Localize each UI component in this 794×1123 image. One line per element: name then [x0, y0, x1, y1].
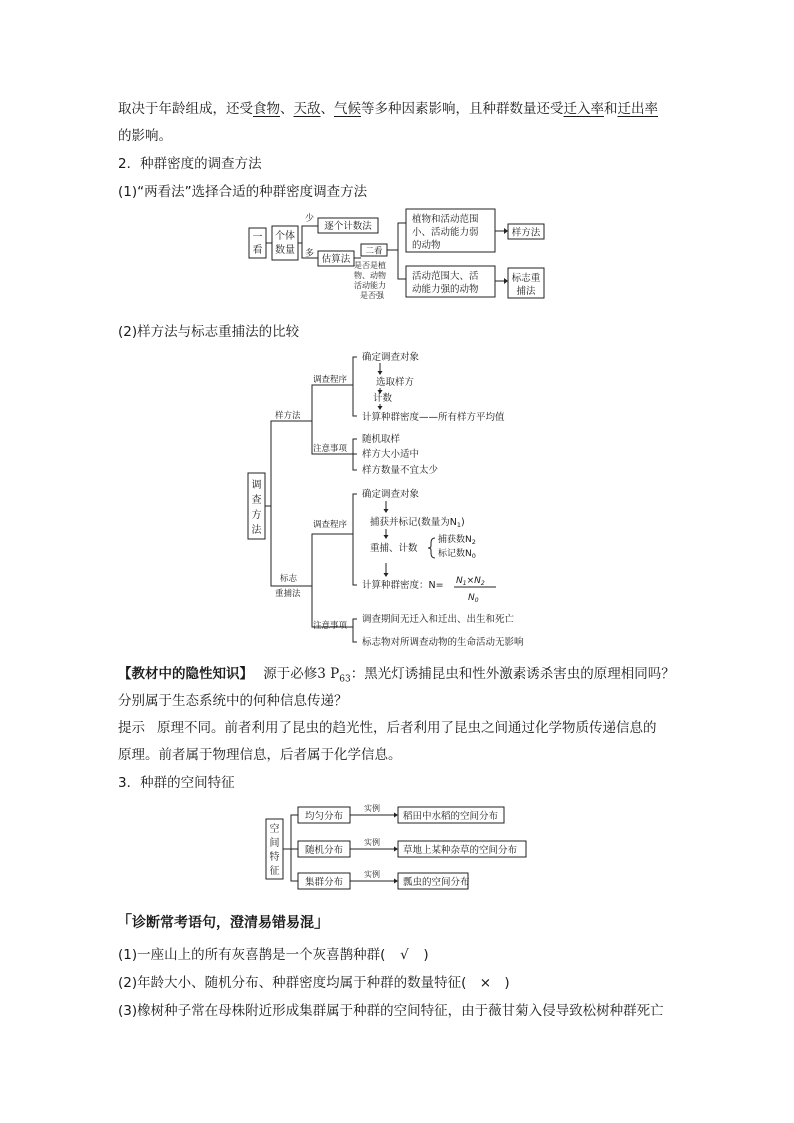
count-each-label: 逐个计数法	[324, 221, 372, 232]
criterion-line: 物、动物	[354, 271, 386, 280]
immigration-term: 迁入率	[563, 101, 604, 117]
uniform-row	[298, 803, 504, 823]
mark-note: 调查期间无迁入和迁出、出生和死亡	[362, 614, 515, 625]
hint-label: 提示	[118, 720, 145, 736]
hidden-knowledge-question-line-2: 分别属于生态系统中的何种信息传递？	[118, 693, 348, 709]
mark-branch-label: 标志	[280, 574, 298, 584]
example-text: 稻田中水稻的空间分布	[403, 811, 499, 822]
formula-denominator: $N_0$	[468, 593, 479, 604]
animals-line: 动能力强的动物	[412, 284, 479, 295]
arrow-icon	[394, 879, 398, 884]
arrow-icon	[378, 406, 383, 410]
example-text: 草地上某种杂草的空间分布	[403, 845, 518, 856]
example-label: 实例	[364, 804, 380, 813]
clumped-row	[298, 869, 470, 889]
spatial-features-diagram	[260, 798, 540, 893]
quadrat-step: 确定调查对象	[362, 352, 420, 363]
page-number: 63	[339, 674, 351, 685]
mark-note: 标志物对所调查动物的生命活动无影响	[362, 637, 524, 648]
text-segment: 原理不同。前者利用了昆虫的趋光性，后者利用了昆虫之间通过化学物质传递信息的	[157, 720, 657, 736]
root-char: 特	[269, 852, 280, 863]
few-label: 少	[305, 214, 315, 224]
arrow-icon	[394, 847, 398, 852]
enemy-term: 天敌	[293, 101, 321, 117]
cross-mark: ×	[479, 975, 492, 991]
text-segment: 和	[604, 101, 618, 117]
criterion-line: 是否强	[360, 291, 384, 300]
random-row	[298, 837, 526, 857]
individual-label: 个体	[275, 231, 295, 242]
arrow-icon	[504, 278, 508, 284]
two-look-flowchart	[240, 206, 560, 316]
quadrat-note: 随机取样	[362, 434, 401, 445]
paragraph-line-2: 的影响。	[118, 128, 172, 144]
arrow-icon	[394, 813, 398, 818]
root-char: 征	[269, 866, 280, 877]
root-char: 法	[251, 525, 262, 536]
arrow-icon	[504, 228, 508, 234]
mark-step: 确定调查对象	[362, 489, 420, 500]
plants-line: 植物和活动范围	[412, 214, 479, 225]
mark-step: 重捕、计数	[370, 543, 418, 554]
text-segment: 取决于年龄组成，还受	[118, 101, 253, 117]
root-char: 查	[251, 495, 262, 506]
first-look-char-1: 一	[252, 232, 263, 243]
text-segment: 等多种因素影响，且种群数量还受	[361, 101, 564, 117]
section-2-sub-1: (1)“两看法”选择合适的种群密度调查方法	[118, 184, 368, 200]
diagnose-title-text: 诊断常考语句，澄清易错易混	[132, 915, 315, 931]
check-mark: √	[400, 947, 409, 963]
food-term: 食物	[253, 101, 280, 117]
text-segment: 、	[280, 101, 294, 117]
example-text: 瓢虫的空间分布	[403, 877, 470, 888]
mark-step: 捕获并标记(数量为$N_1$)	[370, 517, 465, 529]
animals-line: 活动范围大、活	[412, 271, 479, 282]
arrow-icon	[384, 573, 389, 577]
type-label: 均匀分布	[304, 811, 344, 822]
quadrat-step: 选取样方	[376, 377, 415, 388]
marked-count: 标记数$N_0$	[438, 549, 476, 560]
item-text: (2)年龄大小、随机分布、种群密度均属于种群的数量特征(	[118, 975, 467, 991]
root-char: 方	[251, 510, 262, 521]
emigration-term: 迁出率	[617, 101, 658, 117]
root-char: 调	[251, 480, 262, 491]
quadrat-step: 计数	[373, 393, 393, 404]
item-end: )	[423, 947, 429, 963]
quadrat-note: 样方数量不宜太少	[362, 465, 439, 476]
bracket-close: 」	[314, 912, 331, 931]
quadrat-branch-label: 样方法	[275, 411, 301, 421]
first-look-char-2: 看	[252, 245, 263, 256]
hint-line-1	[118, 716, 657, 736]
section-3-heading: 3．种群的空间特征	[118, 775, 235, 791]
item-text: (1)一座山上的所有灰喜鹊是一个灰喜鹊种群(	[118, 947, 386, 963]
text-segment: ：黑光灯诱捕昆虫和性外激素诱杀害虫的原理相同吗？	[350, 666, 675, 682]
second-look-label: 二看	[365, 246, 383, 257]
quantity-label: 数量	[275, 245, 295, 256]
bracket-open: 「	[116, 912, 133, 931]
example-label: 实例	[364, 870, 380, 879]
estimate-label: 估算法	[321, 254, 351, 265]
quadrat-note: 样方大小适中	[362, 449, 420, 460]
mark-branch-label: 重捕法	[275, 589, 301, 599]
formula-numerator: $N_1\times N_2$	[456, 576, 485, 587]
diagnose-item-2	[118, 971, 510, 991]
type-label: 集群分布	[304, 877, 344, 888]
hint-line-2: 原理。前者属于物理信息，后者属于化学信息。	[118, 747, 402, 763]
hidden-knowledge-question	[118, 662, 675, 685]
section-2-sub-2: (2)样方法与标志重捕法的比较	[118, 324, 300, 340]
plants-line: 的动物	[412, 240, 441, 251]
mark-step: 计算种群密度：N=	[362, 580, 444, 591]
notes-label: 注意事项	[313, 621, 348, 631]
quadrat-step: 计算种群密度——所有样方平均值	[362, 412, 505, 423]
diagnose-item-1	[118, 943, 429, 963]
text-segment: 、	[320, 101, 334, 117]
criterion-line: 是否是植	[354, 261, 386, 270]
plants-line: 小、活动能力弱	[412, 227, 479, 238]
procedure-label: 调查程序	[313, 375, 348, 385]
mark-result-line: 捕法	[516, 286, 536, 297]
mark-result-line: 标志重	[511, 273, 541, 284]
quadrat-result-label: 样方法	[511, 227, 541, 239]
arrow-icon	[384, 509, 389, 513]
captured-count: 捕获数$N_2$	[438, 535, 476, 546]
root-char: 空	[269, 824, 280, 835]
diagnose-title	[116, 909, 330, 932]
type-label: 随机分布	[304, 845, 344, 856]
notes-label: 注意事项	[313, 444, 348, 454]
root-char: 间	[269, 838, 280, 849]
example-label: 实例	[364, 838, 380, 847]
hidden-knowledge-tag: 【教材中的隐性知识】	[118, 666, 253, 682]
text-segment: 源于必修3 P	[263, 666, 340, 682]
item-end: )	[504, 975, 510, 991]
procedure-label: 调查程序	[313, 520, 348, 530]
section-2-heading: 2．种群密度的调查方法	[118, 156, 262, 172]
arrow-icon	[384, 535, 389, 539]
survey-methods-tree	[240, 345, 570, 655]
paragraph-line-1	[118, 97, 658, 117]
criterion-line: 活动能力	[354, 281, 386, 290]
arrow-icon	[378, 371, 383, 375]
climate-term: 气候	[334, 101, 361, 117]
many-label: 多	[305, 249, 315, 259]
brace	[428, 538, 435, 558]
diagnose-item-3: (3)橡树种子常在母株附近形成集群属于种群的空间特征，由于薇甘菊入侵导致松树种群死亡	[118, 1003, 664, 1019]
